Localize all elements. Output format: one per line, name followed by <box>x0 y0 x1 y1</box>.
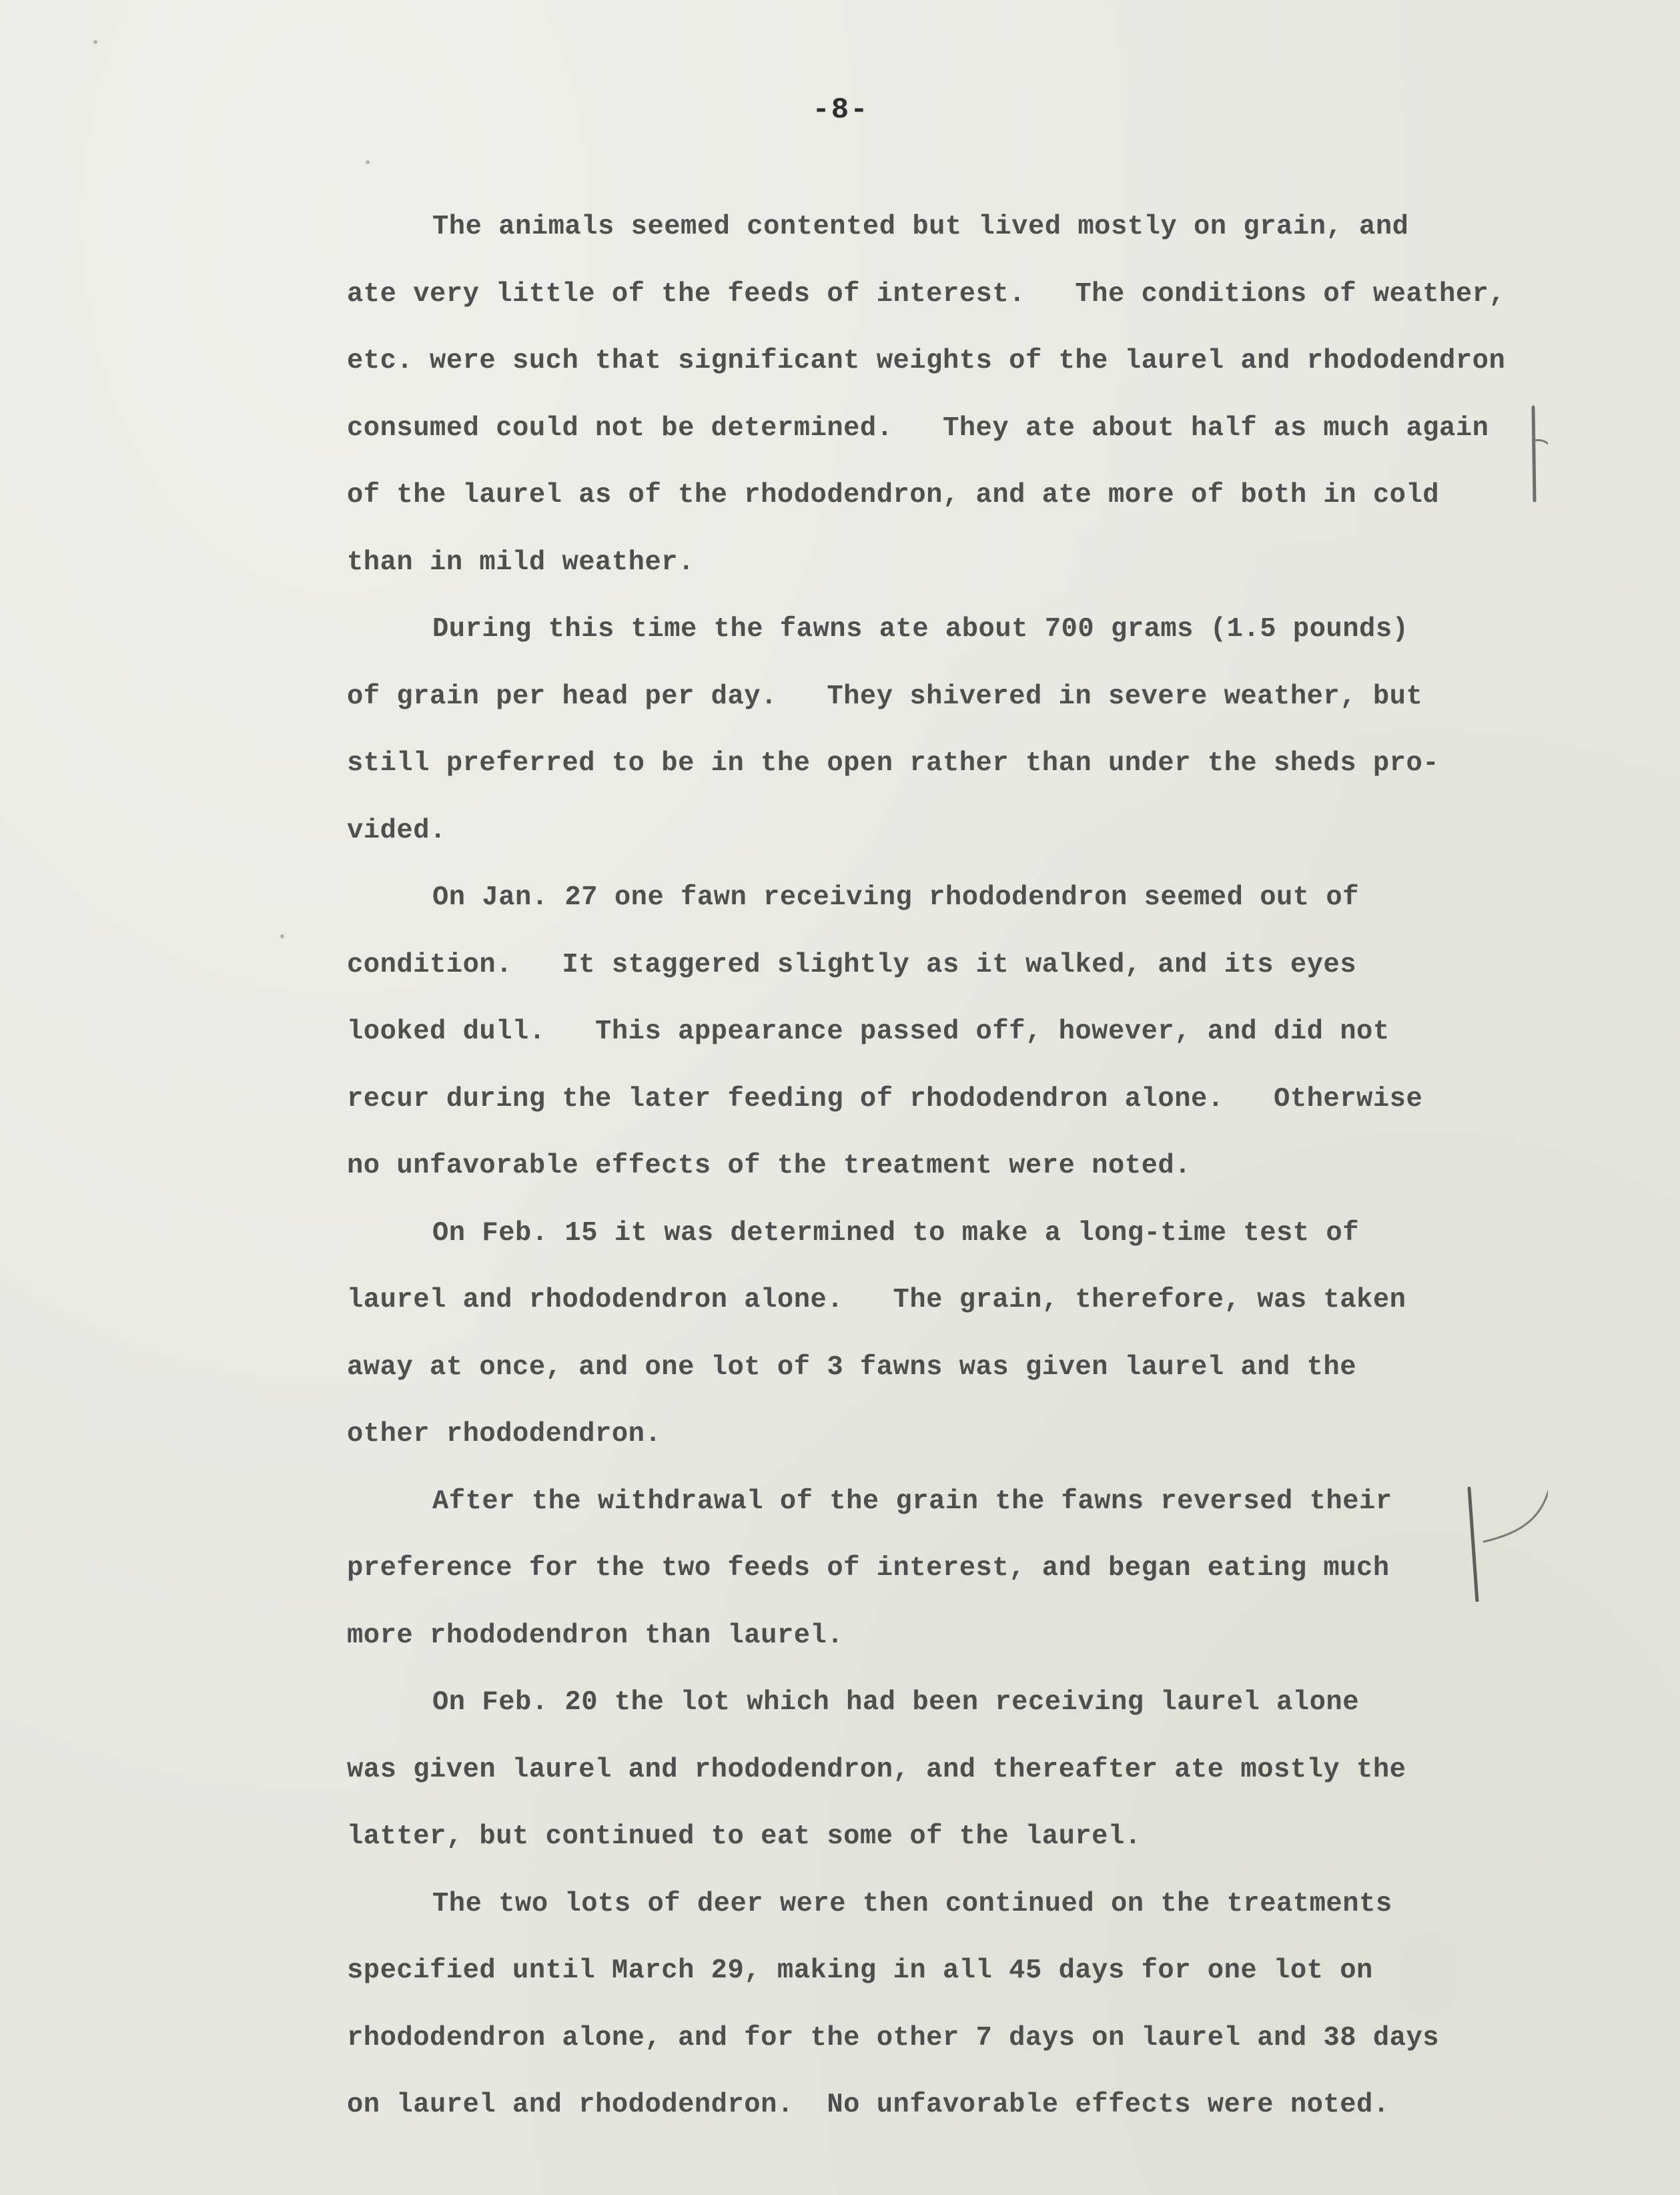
text-line: The two lots of deer were then continued on the treatments <box>432 1888 1392 1919</box>
text-line: specified until March 29, making in all 45 days for one lot on <box>347 1955 1373 1986</box>
paragraph-7 <box>347 1871 1521 2139</box>
text-line: After the withdrawal of the grain the fawns reversed their <box>432 1486 1392 1517</box>
text-line: ate very little of the feeds of interest. The conditions of weather, <box>347 278 1506 310</box>
paragraph-4 <box>347 1200 1521 1468</box>
page-number: -8- <box>812 93 869 127</box>
text-line: On Feb. 15 it was determined to make a long-time test of <box>432 1217 1360 1249</box>
text-line: was given laurel and rhododendron, and thereafter ate mostly the <box>347 1754 1406 1785</box>
text-line: on laurel and rhododendron. No unfavorable effects were noted. <box>347 2090 1390 2120</box>
text-line: of the laurel as of the rhododendron, and ate more of both in cold <box>347 480 1440 511</box>
text-line: still preferred to be in the open rather than under the sheds pro- <box>347 748 1440 779</box>
text-line: etc. were such that significant weights of the laurel and rhododendron <box>347 346 1506 376</box>
text-line: laurel and rhododendron alone. The grain, therefore, was taken <box>347 1285 1406 1315</box>
text-line: vided. <box>347 815 446 846</box>
text-line: away at once, and one lot of 3 fawns was given laurel and the <box>347 1351 1357 1383</box>
text-line: recur during the later feeding of rhododendron alone. Otherwise <box>347 1083 1423 1115</box>
paragraph-1 <box>347 194 1521 596</box>
text-line: During this time the fawns ate about 700 grams (1.5 pounds) <box>432 614 1409 645</box>
paragraph-6 <box>347 1669 1521 1871</box>
paragraph-2 <box>347 596 1521 864</box>
text-line: other rhododendron. <box>347 1419 662 1450</box>
text-line: no unfavorable effects of the treatment were noted. <box>347 1151 1192 1181</box>
text-line: The animals seemed contented but lived mostly on grain, and <box>432 212 1409 242</box>
text-line: consumed could not be determined. They ate about half as much again <box>347 412 1489 444</box>
text-line: rhododendron alone, and for the other 7 days on laurel and 38 days <box>347 2022 1440 2054</box>
body-text <box>347 194 1521 2139</box>
paper-speck <box>366 160 370 164</box>
paper-speck <box>93 40 97 44</box>
text-line: looked dull. This appearance passed off, however, and did not <box>347 1016 1390 1047</box>
text-line: of grain per head per day. They shivered in severe weather, but <box>347 681 1423 712</box>
pencil-bracket-mark <box>1454 400 1548 1602</box>
paper-speck <box>280 934 284 938</box>
text-line: condition. It staggered slightly as it walked, and its eyes <box>347 949 1357 980</box>
text-line: more rhododendron than laurel. <box>347 1620 844 1651</box>
text-line: On Jan. 27 one fawn receiving rhododendron seemed out of <box>432 882 1360 913</box>
text-line: preference for the two feeds of interest, and began eating much <box>347 1553 1390 1584</box>
text-line: than in mild weather. <box>347 547 695 578</box>
paragraph-5 <box>347 1468 1521 1670</box>
paragraph-3 <box>347 864 1521 1200</box>
text-line: On Feb. 20 the lot which had been receiving laurel alone <box>432 1687 1360 1718</box>
text-line: latter, but continued to eat some of the laurel. <box>347 1821 1142 1852</box>
